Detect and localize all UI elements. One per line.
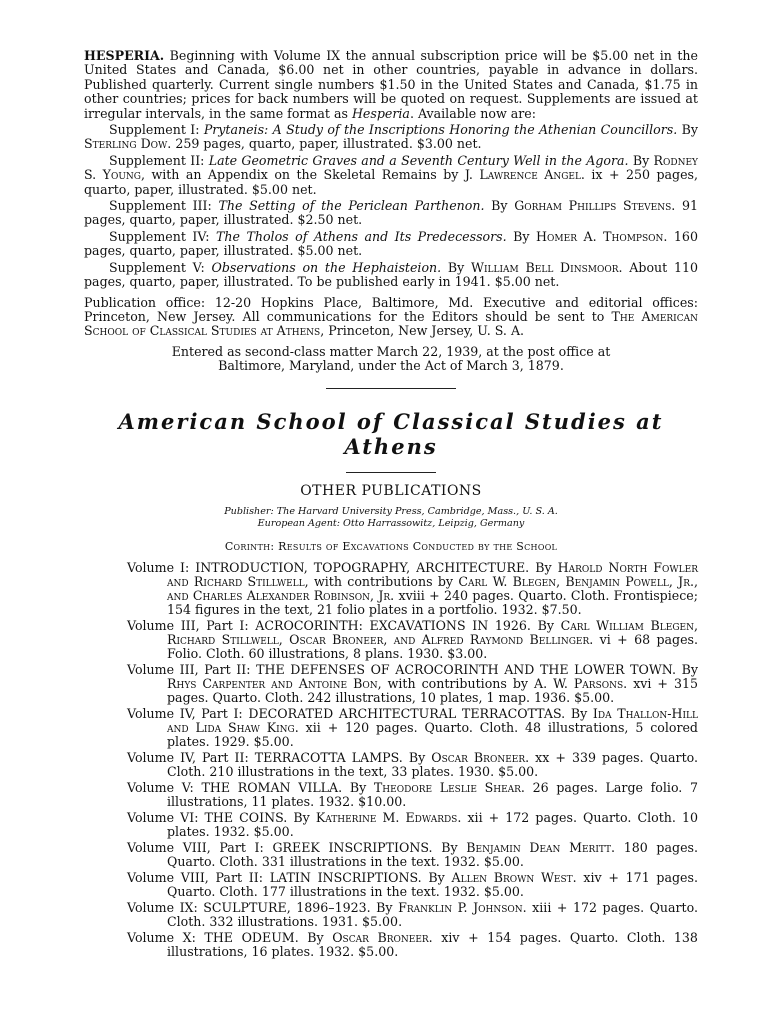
volume-title: ACROCORINTH: EXCAVATIONS IN 1926. [255, 617, 531, 633]
volume-title: TERRACOTTA LAMPS. [254, 750, 403, 766]
volume-entry [127, 619, 698, 662]
volume-label: Volume IV, Part II: [127, 750, 249, 766]
volume-authors: Allen Brown West. [451, 869, 577, 885]
publication-office-school: The American School of Classical Studies at Athens, [84, 308, 698, 339]
volume-by: By [307, 929, 324, 945]
volume-label: Volume IV, Part I: [127, 706, 243, 722]
volume-authors: Ida Thallon-Hill and Lida Shaw King. [167, 706, 698, 736]
volume-details: xiv + 171 pages. Quarto. Cloth. 177 illustrations in the text. 1932. $5.00. [167, 869, 698, 899]
volume-contrib: with contributions by [313, 573, 454, 589]
volume-title: THE ROMAN VILLA. [201, 780, 343, 796]
volume-entry [127, 871, 698, 899]
supplement-by: By [681, 122, 698, 138]
corinth-heading: Corinth: Results of Excavations Conducted by the School [224, 539, 558, 553]
volume-title: INTRODUCTION, TOPOGRAPHY, ARCHITECTURE. [195, 559, 530, 575]
volume-authors-2: Carl W. Blegen, Benjamin Powell, Jr., and Charles Alexander Robinson, Jr. [167, 573, 698, 603]
volume-by: By [441, 839, 458, 855]
volume-by: By [537, 617, 554, 633]
volume-title: THE COINS. [204, 809, 288, 825]
divider [326, 388, 456, 389]
supplement-details: 160 pages, quarto, paper, illustrated. $5.00 net. [84, 228, 698, 259]
volume-authors: Carl William Blegen, Richard Stillwell, Oscar Broneer, and Alfred Raymond Bellinger. [167, 617, 698, 648]
volume-authors-2: A. W. Parsons. [534, 676, 628, 692]
volume-list [84, 561, 698, 959]
volume-details: xviii + 240 pages. Quarto. Cloth. Frontispiece; 154 figures in the text, 21 folio plates in a portfolio. 1932. $7.50. [167, 587, 698, 618]
volume-by: By [535, 559, 552, 575]
supplement-title: The Setting of the Periclean Parthenon. [218, 198, 485, 214]
volume-details: xiii + 172 pages. Quarto. Cloth. 332 illustrations. 1931. $5.00. [167, 899, 698, 929]
volume-label: Volume V: [127, 780, 194, 796]
supplement-label: Supplement IV: [109, 228, 210, 244]
volume-details: xx + 339 pages. Quarto. Cloth. 210 illustrations in the text, 33 plates. 1930. $5.00. [167, 750, 698, 780]
supplement-label: Supplement I: [109, 122, 200, 138]
volume-details: xvi + 315 pages. Quarto. Cloth. 242 illustrations, 10 plates, 1 map. 1936. $5.00. [167, 676, 698, 706]
volume-title: SCULPTURE, 1896–1923. [203, 899, 371, 915]
volume-label: Volume X: [127, 929, 196, 945]
supplement-title: Observations on the Hephaisteion. [211, 259, 442, 275]
volume-title: GREEK INSCRIPTIONS. [272, 839, 433, 855]
volume-authors: Theodore Leslie Shear. [373, 780, 525, 796]
publisher-text: Publisher: The Harvard University Press, Cambridge, Mass., U. S. A. [224, 505, 558, 517]
supplement-3 [84, 199, 698, 228]
volume-label: Volume I: [127, 559, 190, 575]
supplement-2 [84, 154, 698, 197]
volume-label: Volume VIII, Part I: [127, 839, 264, 855]
entered-line-1: Entered as second-class matter March 22, 1939, at the post office at [171, 343, 611, 359]
supplement-by: By [447, 259, 465, 275]
volume-entry [127, 663, 698, 706]
supplement-label: Supplement V: [109, 259, 205, 275]
volume-entry [127, 901, 698, 929]
volume-label: Volume IX: [127, 899, 198, 915]
supplement-details: 91 pages, quarto, paper, illustrated. $2.50 net. [84, 198, 698, 228]
hesperia-paragraph [84, 49, 698, 121]
volume-by: By [570, 706, 588, 722]
supplement-details: 259 pages, quarto, paper, illustrated. $3.00 net. [175, 136, 482, 152]
volume-entry [127, 841, 698, 869]
page [84, 49, 698, 959]
volume-authors: Katherine M. Edwards. [315, 809, 462, 825]
volume-label: Volume III, Part I: [127, 617, 249, 633]
volume-title: THE DEFENSES OF ACROCORINTH AND THE LOWER TOWN. [256, 661, 676, 677]
volume-label: Volume VI: [127, 809, 199, 825]
supplement-author-2: Lawrence Angel. [479, 167, 585, 183]
hesperia-intro-end: . Available now are: [409, 105, 536, 121]
volume-entry [127, 811, 698, 839]
volume-entry [127, 751, 698, 779]
volume-title: THE ODEUM. [204, 929, 299, 945]
supplement-by: By [513, 228, 530, 244]
supplement-by: By [491, 198, 508, 214]
agent-text: European Agent: Otto Harrassowitz, Leipzig, Germany [257, 517, 525, 529]
supplement-details: About 110 pages, quarto, paper, illustrated. To be published early in 1941. $5.00 net. [84, 259, 698, 290]
volume-authors: Harold North Fowler and Richard Stillwell, [167, 559, 698, 589]
volume-by: By [376, 899, 393, 915]
entered-line-2: Baltimore, Maryland, under the Act of March 3, 1879. [218, 358, 564, 374]
supplement-author: Gorham Phillips Stevens. [514, 198, 676, 214]
volume-label: Volume III, Part II: [127, 661, 251, 677]
supplement-5 [84, 261, 698, 290]
supplement-author: Rodney S. Young, [84, 152, 698, 183]
school-title: American School of Classical Studies at Athens [118, 408, 664, 459]
supplement-label: Supplement III: [109, 198, 212, 214]
supplement-4 [84, 230, 698, 259]
volume-contrib: with contributions by [387, 676, 529, 692]
supplement-label: Supplement II: [109, 152, 205, 168]
volume-by: By [408, 750, 426, 766]
volume-details: 180 pages. Quarto. Cloth. 331 illustrations in the text. 1932. $5.00. [167, 839, 698, 870]
hesperia-intro: Beginning with Volume IX the annual subscription price will be $5.00 net in the United States and Canada, $6.00 net in other countries, payable in advance in dollars. Published quarterly. Current single numbers $1.50 in the United States and Canada, $1.75 in other countries; prices for back numbers will be quoted on request. Supplements are issued at irregular intervals, in the same format as [84, 48, 698, 121]
volume-authors: Rhys Carpenter and Antoine Bon, [167, 676, 382, 692]
volume-details: xii + 120 pages. Quarto. Cloth. 48 illustrations, 5 colored plates. 1929. $5.00. [167, 720, 698, 750]
publisher-line [84, 506, 698, 530]
volume-authors: Oscar Broneer. [332, 929, 433, 945]
entered-notice [84, 345, 698, 374]
supplement-title: The Tholos of Athens and Its Predecessors. [215, 228, 507, 244]
supplement-author: William Bell Dinsmoor. [471, 259, 623, 275]
supplement-title: Prytaneis: A Study of the Inscriptions Honoring the Athenian Councillors. [203, 122, 678, 138]
supplement-details-2: ix + 250 pages, quarto, paper, illustrated. $5.00 net. [84, 167, 698, 197]
volume-title: LATIN INSCRIPTIONS. [269, 869, 422, 885]
supplement-by: By [632, 152, 650, 168]
supplement-details: with an Appendix on the Skeletal Remains by J. [151, 167, 473, 183]
volume-details: vi + 68 pages. Folio. Cloth. 60 illustrations, 8 plans. 1930. $3.00. [167, 632, 699, 662]
volume-by: By [349, 780, 367, 796]
volume-entry [127, 781, 698, 809]
supplement-1 [84, 123, 698, 152]
other-publications-heading: OTHER PUBLICATIONS [300, 482, 482, 499]
volume-authors: Franklin P. Johnson. [398, 899, 527, 915]
volume-by: By [681, 661, 698, 677]
supplement-title: Late Geometric Graves and a Seventh Century Well in the Agora. [208, 152, 629, 168]
divider [346, 472, 436, 473]
volume-by: By [428, 869, 445, 885]
volume-entry [127, 561, 698, 618]
publication-office-tail: Princeton, New Jersey, U. S. A. [328, 323, 525, 339]
volume-by: By [293, 809, 310, 825]
volume-details: 26 pages. Large folio. 7 illustrations, 11 plates. 1932. $10.00. [167, 780, 698, 810]
volume-title: DECORATED ARCHITECTURAL TERRACOTTAS. [248, 706, 566, 722]
volume-details: xiv + 154 pages. Quarto. Cloth. 138 illustrations, 16 plates. 1932. $5.00. [167, 929, 698, 959]
volume-entry [127, 707, 698, 750]
supplement-author: Sterling Dow. [84, 136, 172, 152]
supplement-author: Homer A. Thompson. [536, 228, 668, 244]
volume-authors: Benjamin Dean Meritt. [466, 839, 616, 855]
volume-authors: Oscar Broneer. [431, 750, 530, 766]
hesperia-heading: HESPERIA. [84, 48, 165, 63]
volume-details: xii + 172 pages. Quarto. Cloth. 10 plates. 1932. $5.00. [167, 809, 698, 840]
volume-entry [127, 931, 698, 959]
volume-label: Volume VIII, Part II: [127, 869, 263, 885]
publication-office-text: Publication office: 12-20 Hopkins Place, Baltimore, Md. Executive and editorial offices: Princeton, New Jersey. All communications for the Editors should be sent to [84, 294, 698, 324]
publication-office [84, 296, 698, 339]
hesperia-intro-title: Hesperia [351, 105, 410, 121]
